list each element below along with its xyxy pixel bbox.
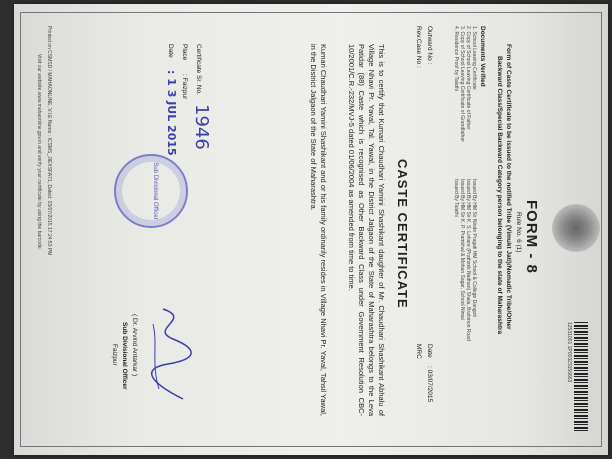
document-note: Issued By HM Sir K. S. Lohare (Prathmik Nadhan) Shala, Brahmon Road [465,179,471,341]
date-label: Date [167,44,174,58]
official-seal-stamp [114,154,188,228]
form-number: FORM - 8 [523,200,540,274]
rev-case-number-label: Rev.Case No : [415,26,422,68]
place-label: Place [181,44,188,61]
certificate-sr-label: Certificate Sr. No. [195,44,202,95]
officer-name: ( Dr. Arvind Antarkar ) [131,314,138,377]
stamp-text: Sub Divisional Officer [152,162,158,220]
document-item: 1. School Leaving Certificate [471,26,477,90]
documents-verified-label: Documents Verified [479,26,486,87]
date-stamp-value: : 1 3 JUL 2015 [165,70,178,156]
document-note: Issued By HM Sir K. P. Pramkhal & Mohan Sagar, School Nimai [459,179,465,320]
document-item: 2. Copy of School Leaving Certificate of Father [465,26,471,130]
verify-info-line: Visit our website www.mahaonline.gov.in and verify your certificate by using the barcode. [36,54,42,251]
barcode-number: 12531001 1P00323156663 [566,322,572,383]
state-emblem-icon [552,204,600,252]
document-item: 4. Residence Proof by Talathi [453,26,459,91]
certificate-residence-paragraph: Kumari Chaudhari Yamini Shashikant and or his family ordinarily resides in Village Nhavi Pr. Yaval, Tahsil Yawal, in the District Jalgaon of the State of Maharashtra. [309,44,328,416]
issue-date-value: : 03/07/2015 [426,366,433,403]
certificate-title: CASTE CERTIFICATE [395,159,410,309]
outward-number-label: Outward No : [426,26,433,65]
document-item: 3. Copy of School Leaving Certificate of Grandfather [459,26,465,142]
document-note: Issued By Talathi [453,179,459,217]
certificate-sr-value: 1946 [191,104,212,150]
document-note: Issued By HM Sir Ninde Pragati HM School & College Dangoti [471,179,477,317]
issue-date-label: Date [426,344,433,358]
certificate-paper [14,4,608,455]
officer-signature [143,304,203,404]
officer-place: Faizpur [111,344,118,366]
place-value: : Faizpur [181,74,188,100]
certificate-body-paragraph: This is to certify that Kumari Chaudhari Yamini Shashikant daughter of Mr. Chaudhari Shashikant Abhalu of Village Nhavi Pr. Yaval, Tal. Yawal, in the District Jalgaon of the State of Maharashtra belongs to the Leva Patidar (88) Caste which is recognised as Other Backward Class under Government Resolution CBC-10/2001/C.R.-232/MVJ-5 dated 01/06/2004 as amended from time to time. [347,44,386,416]
certificate-sheet [14,4,608,455]
mrc-label: MRC [415,344,422,359]
barcode-image [574,322,588,432]
form-heading-line1: Form of Caste Certificate to be issued to the notified Tribe (Vimukt Jati)/Nomadic Tribe/Other [505,44,512,330]
rule-number: Rule No. 6 (1) [515,212,522,253]
print-info-line: Printed on CSMSD / MAHAONLINE, V.I.E Name : ICSMS_JIEXSFA71, Dated: 03/07/2015 17:24:53 PM [46,26,52,256]
officer-title: Sub Divisional Officer [121,322,128,390]
form-heading-line2: Backward Class/Special Backward Category person belonging to the state of Maharashtra [496,56,503,335]
